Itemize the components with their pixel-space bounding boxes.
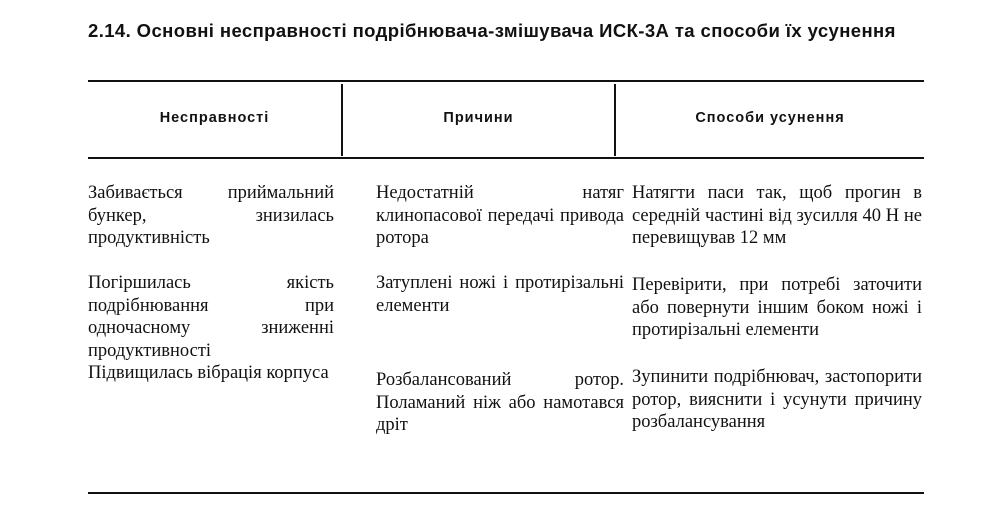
table-bottom-rule <box>88 492 924 494</box>
header-faults: Несправності <box>159 110 270 126</box>
cause-cell-3: Розбалансований ротор. Поламаний ніж або намотався дріт <box>376 370 624 435</box>
fault-cell-1: Забивається приймальний бункер, знизилась продуктивність <box>88 183 334 248</box>
cause-cell-1: Недостатній натяг клинопасової передачі привода ротора <box>376 183 624 248</box>
header-remedies: Способи усунення <box>695 110 845 126</box>
table-top-rule <box>88 80 924 82</box>
fault-cell-3: Підвищилась вібрація корпуса <box>88 363 329 383</box>
faults-column <box>88 182 334 385</box>
remedy-cell-1: Натягти паси так, щоб прогин в середній частині від зусилля 40 Н не перевищував 12 мм <box>632 183 922 248</box>
header-causes: Причини <box>443 110 514 126</box>
fault-cell-2: Погіршилась якість подрібнювання при одночасному зниженні продуктивності <box>88 273 334 361</box>
causes-column <box>376 182 624 437</box>
cause-cell-2: Затуплені ножі і протирізальні елементи <box>376 273 624 316</box>
remedy-cell-2: Перевірити, при потребі заточити або повернути іншим боком ножі і протирізальні елементи <box>632 275 922 340</box>
remedy-cell-3: Зупинити подрібнювач, застопорити ротор, вияснити і усунути причину розбалансування <box>632 367 922 432</box>
table-title: 2.14. Основні несправності подрібнювача-змішувача ИСК-3А та способи їх усунення <box>88 20 896 41</box>
remedies-column <box>632 182 922 434</box>
header-bottom-rule <box>88 157 924 159</box>
